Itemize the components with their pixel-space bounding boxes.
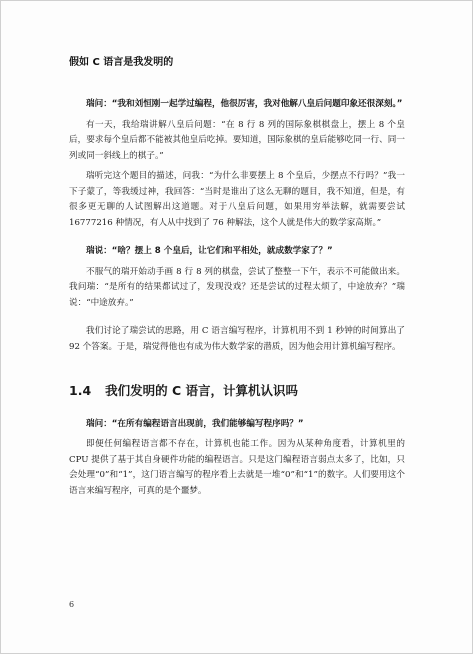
paragraph: 瑞听完这个题目的描述，问我：“为什么非要摆上 8 个皇后，少摆点不行吗？”我一下子蒙了，等我缓过神，我回答：“当时是谁出了这么无聊的题目，我不知道，但是，有很多更无聊的人试图解出这道题。对于八皇后问题，如果用穷举法解，就需要尝试 16777216 种情况，有人从中找到了 76 种解法，这个人就是伟大的数学家高斯。” bbox=[69, 171, 405, 228]
dialogue-question: 瑞说：“啥？摆上 8 个皇后，让它们和平相处，就成数学家了？” bbox=[86, 246, 333, 256]
dialogue-question: 瑞问：“我和刘恒刚一起学过编程，他很厉害，我对他解八皇后问题印象还很深刻。” bbox=[86, 99, 403, 109]
section-number: 1.4 bbox=[69, 383, 92, 398]
section-title: 我们发明的 C 语言，计算机认识吗 bbox=[105, 383, 299, 398]
running-head: 假如 C 语言是我发明的 bbox=[69, 57, 174, 68]
paragraph: 不服气的瑞开始动手画 8 行 8 列的棋盘，尝试了整整一下午，表示不可能做出来。我问瑞：“是所有的结果都试过了，发现没戏？还是尝试的过程太烦了，中途放弃？”瑞说：“中途放弃。” bbox=[69, 266, 405, 308]
paragraph: 有一天，我给瑞讲解八皇后问题：“在 8 行 8 列的国际象棋棋盘上，摆上 8 个皇后，要求每个皇后都不能被其他皇后吃掉。要知道，国际象棋的皇后能够吃同一行、同一列或同一斜线上的棋子。” bbox=[69, 119, 405, 161]
paragraph: 我们讨论了瑞尝试的思路，用 C 语言编写程序，计算机用不到 1 秒钟的时间算出了 92 个答案。于是，瑞觉得他也有成为伟大数学家的潜质，因为他会用计算机编写程序。 bbox=[69, 326, 405, 352]
page-number: 6 bbox=[69, 600, 75, 609]
dialogue-question: 瑞问：“在所有编程语言出现前，我们能够编写程序吗？” bbox=[86, 418, 304, 429]
section-heading bbox=[69, 383, 405, 399]
page-body bbox=[69, 97, 405, 504]
paragraph: 即便任何编程语言都不存在，计算机也能工作。因为从某种角度看，计算机里的 CPU 提供了基于其自身硬件功能的编程语言。只是这门编程语言弱点太多了，比如，只会处理“0”和“1”，这门语言编写的程序看上去就是一堆“0”和“1”的数字。人们要用这个语言来编写程序，可真的是个噩梦。 bbox=[69, 439, 405, 496]
